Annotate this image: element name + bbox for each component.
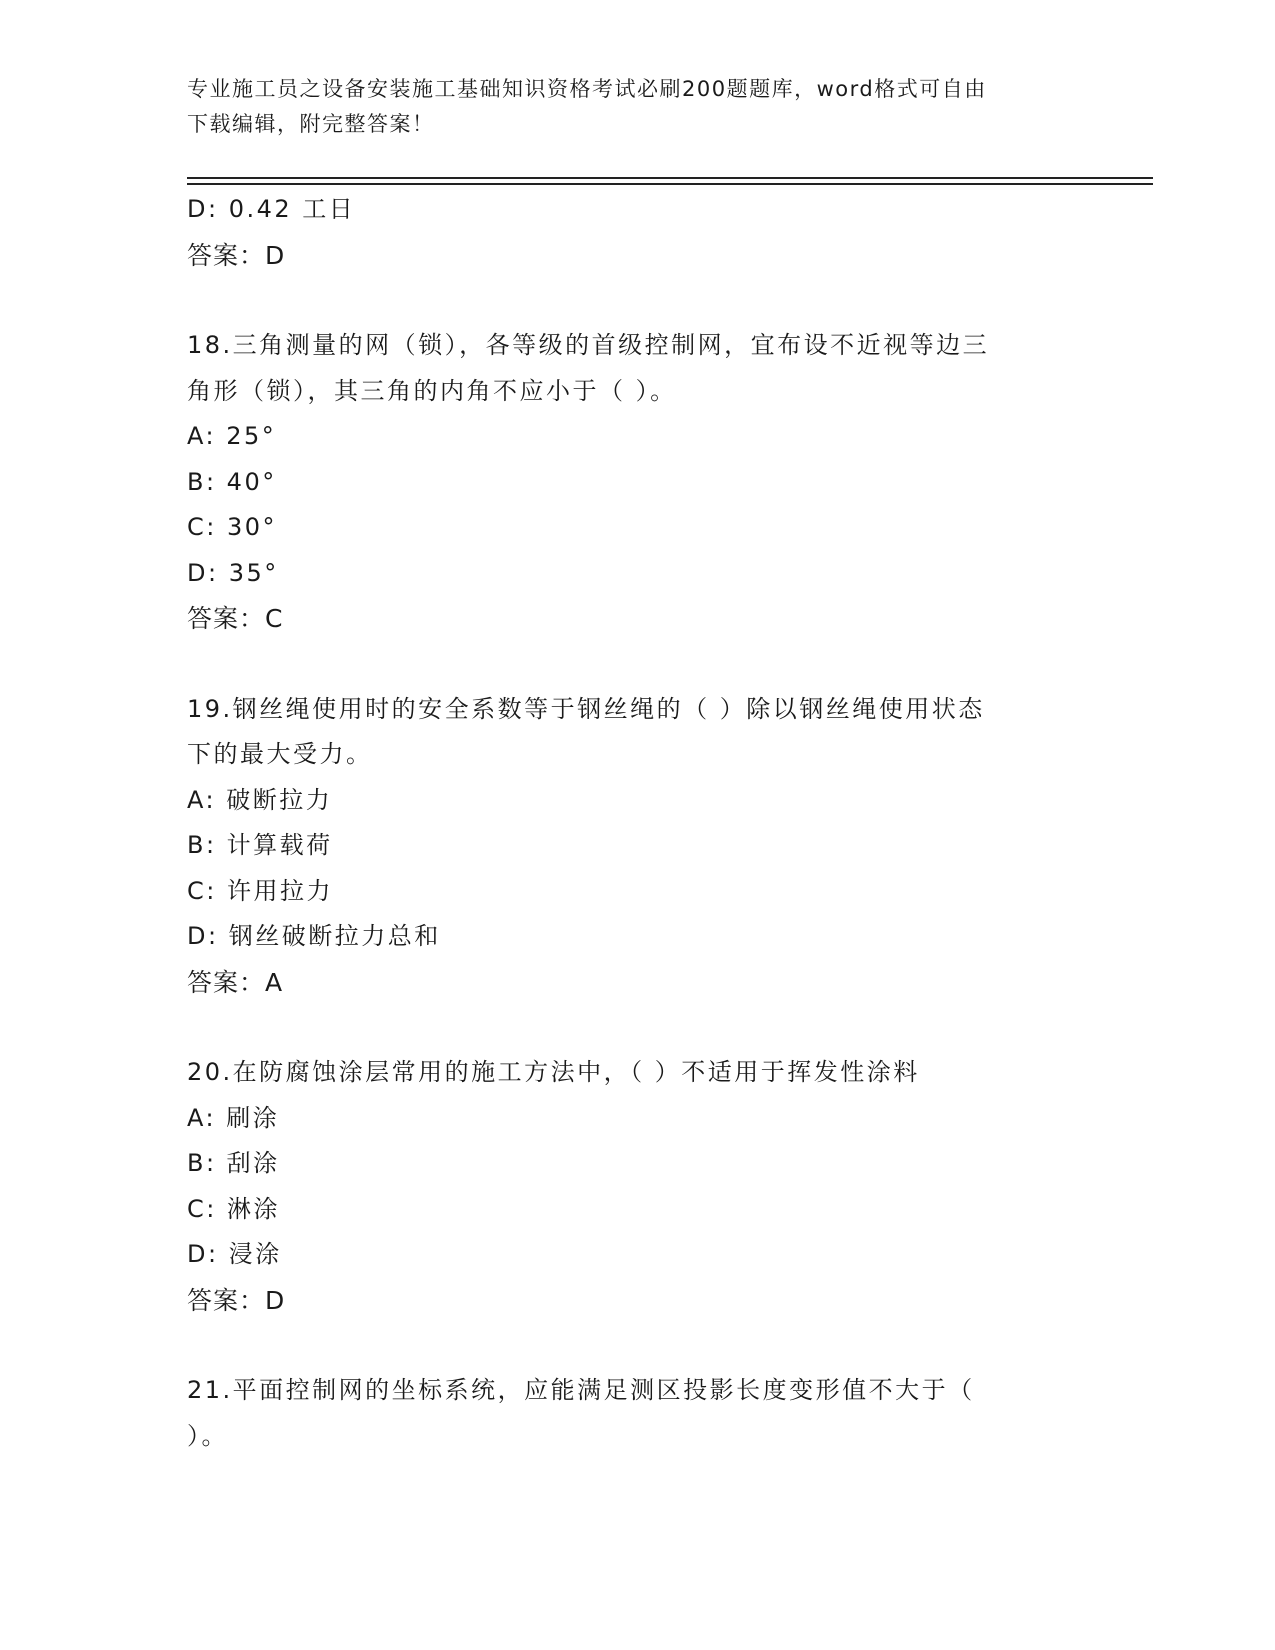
question-text: 20.在防腐蚀涂层常用的施工方法中，（ ）不适用于挥发性涂料 (187, 1058, 920, 1086)
document-header: 专业施工员之设备安装施工基础知识资格考试必刷200题题库，word格式可自由 下载编辑，附完整答案！ (187, 77, 987, 136)
question-text-continued: ）。 (187, 1421, 228, 1450)
header-divider-top (187, 177, 1153, 179)
question-text: 21.平面控制网的坐标系统，应能满足测区投影长度变形值不大于（ (187, 1376, 975, 1404)
option-b: B: 刮涂 (187, 1149, 280, 1177)
option-d: D: 0.42 工日 (187, 195, 356, 223)
question-text: 18.三角测量的网（锁），各等级的首级控制网，宜布设不近视等边三 (187, 331, 990, 359)
header-divider-bottom (187, 183, 1153, 185)
option-c: C: 30° (187, 513, 278, 541)
question-19 (187, 687, 1087, 1006)
answer: 答案：D (187, 1285, 286, 1315)
option-a: A: 25° (187, 422, 277, 450)
document-content (187, 187, 1087, 1459)
option-a: A: 破断拉力 (187, 785, 333, 814)
question-21 (187, 1368, 1087, 1459)
answer: 答案：D (187, 240, 286, 270)
option-b: B: 计算载荷 (187, 831, 333, 859)
question-text-continued: 下的最大受力。 (187, 740, 373, 768)
answer: 答案：C (187, 604, 284, 633)
question-18 (187, 323, 1087, 642)
question-text-continued: 角形（锁），其三角的内角不应小于（ ）。 (187, 376, 677, 405)
question-20 (187, 1050, 1087, 1323)
option-d: D: 浸涂 (187, 1240, 282, 1268)
option-c: C: 淋涂 (187, 1194, 280, 1223)
question-text: 19.钢丝绳使用时的安全系数等于钢丝绳的（ ）除以钢丝绳使用状态 (187, 694, 985, 723)
option-c: C: 许用拉力 (187, 876, 333, 905)
answer: 答案：A (187, 967, 284, 997)
option-d: D: 钢丝破断拉力总和 (187, 922, 441, 950)
option-a: A: 刷涂 (187, 1103, 280, 1132)
option-d: D: 35° (187, 558, 279, 587)
option-b: B: 40° (187, 467, 277, 496)
